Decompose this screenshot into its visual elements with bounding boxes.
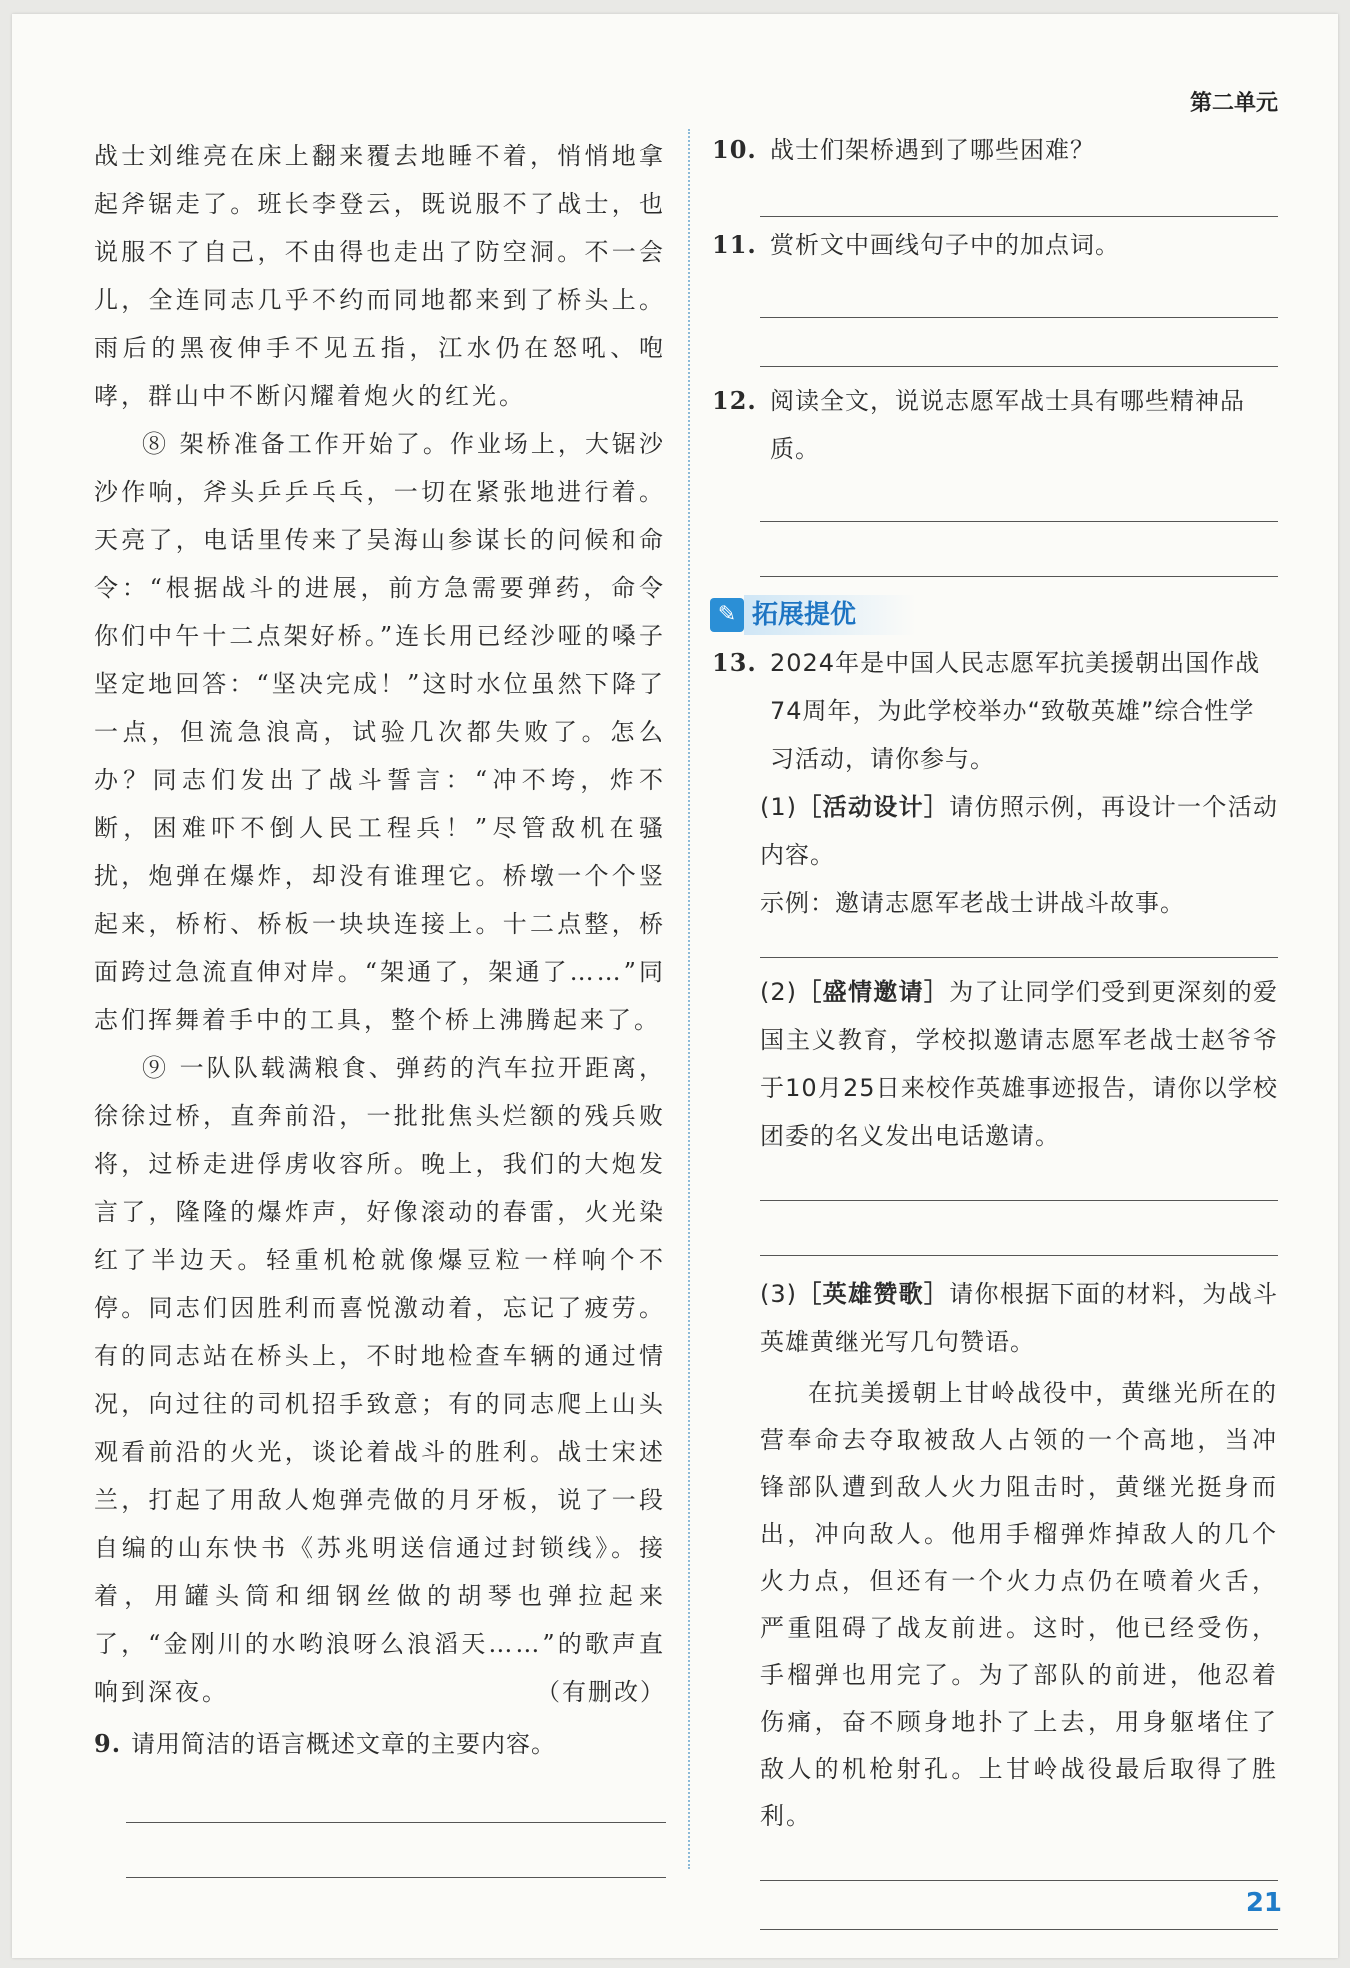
question-number: 13. xyxy=(712,648,757,677)
example-text: 示例：邀请志愿军老战士讲战斗故事。 xyxy=(760,889,1185,917)
pencil-icon: ✎ xyxy=(710,598,744,632)
question-text: 战士们架桥遇到了哪些困难？ xyxy=(770,136,1095,164)
answer-line[interactable] xyxy=(760,522,1278,577)
subquestion-1 xyxy=(760,783,1278,879)
answer-line[interactable] xyxy=(760,473,1278,522)
question-text: 赏析文中画线句子中的加点词。 xyxy=(770,231,1120,259)
answer-line[interactable] xyxy=(760,318,1278,367)
section-header xyxy=(710,595,1278,635)
answer-line[interactable] xyxy=(760,174,1278,217)
source-note: （有删改） xyxy=(536,1678,666,1706)
question-number: 10. xyxy=(712,135,757,164)
question-number: 9. xyxy=(94,1729,122,1758)
passage-paragraph-9: ⑨ 一队队载满粮食、弹药的汽车拉开距离，徐徐过桥，直奔前沿，一批批焦头烂额的残兵败将，过桥走进俘虏收容所。晚上，我们的大炮发言了，隆隆的爆炸声，好像滚动的春雷，火光染红了半边天。轻重机枪就像爆豆粒一样响个不停。同志们因胜利而喜悦激动着，忘记了疲劳。有的同志站在桥头上，不时地检查车辆的通过情况，向过往的司机招手致意；有的同志爬上山头观看前沿的火光，谈论着战斗的胜利。战士宋述兰，打起了用敌人炮弹壳做的月牙板，说了一段自编的山东快书《苏兆明送信通过封锁线》。接着，用罐头筒和细钢丝做的胡琴也弹拉起来了，“金刚川的水哟浪呀么浪滔天……”的歌声直响到深夜。 xyxy=(94,1054,666,1706)
subquestion-3 xyxy=(760,1270,1278,1366)
subquestion-tag: ［英雄赞歌］ xyxy=(797,1280,950,1308)
answer-line[interactable] xyxy=(760,1160,1278,1201)
subquestion-text: 请仿照示例，再设计一个活动内容。 xyxy=(760,793,1279,869)
passage-paragraph-8: ⑧ 架桥准备工作开始了。作业场上，大锯沙沙作响，斧头乒乒乓乓，一切在紧张地进行着。天亮了，电话里传来了吴海山参谋长的问候和命令：“根据战斗的进展，前方急需要弹药，命令你们中午十二点架好桥。”连长用已经沙哑的嗓子坚定地回答：“坚决完成！”这时水位虽然下降了一点，但流急浪高，试验几次都失败了。怎么办？同志们发出了战斗誓言：“冲不垮，炸不断，困难吓不倒人民工程兵！”尽管敌机在骚扰，炮弹在爆炸，却没有谁理它。桥墩一个个竖起来，桥桁、桥板一块块连接上。十二点整，桥面跨过急流直伸对岸。“架通了，架通了……”同志们挥舞着手中的工具，整个桥上沸腾起来了。 xyxy=(94,430,666,1034)
answer-line[interactable] xyxy=(760,1881,1278,1930)
worksheet-page xyxy=(12,14,1338,1958)
subquestion-number: (3) xyxy=(760,1280,797,1308)
unit-label: 第二单元 xyxy=(1189,91,1278,116)
question-number: 11. xyxy=(712,230,757,259)
passage-paragraph: 战士刘维亮在床上翻来覆去地睡不着，悄悄地拿起斧锯走了。班长李登云，既说服不了战士，也说服不了自己，不由得也走出了防空洞。不一会儿，全连同志几乎不约而同地都来到了桥头上。雨后的黑夜伸手不见五指，江水仍在怒吼、咆哮，群山中不断闪耀着炮火的红光。 xyxy=(94,142,666,410)
answer-line[interactable] xyxy=(126,1823,666,1878)
answer-line[interactable] xyxy=(126,1768,666,1823)
question-12 xyxy=(712,377,1278,473)
answer-line[interactable] xyxy=(760,269,1278,318)
question-10 xyxy=(712,126,1278,174)
subquestion-tag: ［盛情邀请］ xyxy=(797,978,950,1006)
page-number: 21 xyxy=(1245,1888,1282,1918)
answer-line[interactable] xyxy=(760,1201,1278,1256)
questions-column xyxy=(712,126,1278,1930)
subquestion-number: (1) xyxy=(760,793,797,821)
question-text: 阅读全文，说说志愿军战士具有哪些精神品质。 xyxy=(770,387,1245,463)
question-text: 请用简洁的语言概述文章的主要内容。 xyxy=(131,1730,557,1758)
question-13 xyxy=(712,639,1278,783)
subquestion-text: 请你根据下面的材料，为战斗英雄黄继光写几句赞语。 xyxy=(760,1280,1279,1356)
material-text: 在抗美援朝上甘岭战役中，黄继光所在的营奉命去夺取被敌人占领的一个高地，当冲锋部队遭到敌人火力阻击时，黄继光挺身而出，冲向敌人。他用手榴弹炸掉敌人的几个火力点，但还有一个火力点仍在喷着火舌，严重阻碍了战友前进。这时，他已经受伤，手榴弹也用完了。为了部队的前进，他忍着伤痛，奋不顾身地扑了上去，用身躯堵住了敌人的机枪射孔。上甘岭战役最后取得了胜利。 xyxy=(760,1379,1278,1830)
subquestion-text: 为了让同学们受到更深刻的爱国主义教育，学校拟邀请志愿军老战士赵爷爷于10月25日来校作英雄事迹报告，请你以学校团委的名义发出电话邀请。 xyxy=(760,978,1279,1150)
section-title: 拓展提优 xyxy=(744,595,916,635)
passage-column xyxy=(94,132,666,1878)
answer-line[interactable] xyxy=(760,1840,1278,1881)
question-11 xyxy=(712,221,1278,269)
column-divider xyxy=(688,129,690,1869)
question-9 xyxy=(94,1720,666,1768)
subquestion-number: (2) xyxy=(760,978,797,1006)
question-text: 2024年是中国人民志愿军抗美援朝出国作战74周年，为此学校举办“致敬英雄”综合性学习活动，请你参与。 xyxy=(770,649,1261,773)
subquestion-2 xyxy=(760,968,1278,1160)
answer-line[interactable] xyxy=(760,927,1278,958)
question-number: 12. xyxy=(712,386,757,415)
subquestion-tag: ［活动设计］ xyxy=(797,793,950,821)
